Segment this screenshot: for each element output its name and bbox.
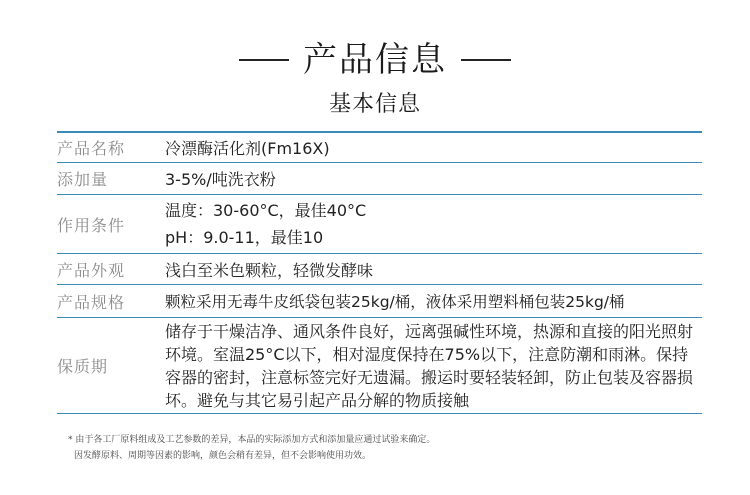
table-row: [57, 195, 702, 254]
row-label-spec: 产品规格: [57, 285, 165, 318]
section-subtitle: 基本信息: [328, 92, 421, 117]
footnote-1: * 由于各工厂原料组成及工艺参数的差异，本品的实际添加方式和添加量应通过试验来确定。: [68, 435, 436, 445]
row-label-shelf-life: 保质期: [57, 318, 165, 414]
table-row: [57, 285, 702, 318]
row-value-dosage: 3-5%/吨洗衣粉: [165, 163, 702, 195]
row-value-conditions: [165, 195, 702, 254]
row-value-name: 冷漂酶活化剂(Fm16X): [165, 132, 702, 163]
row-label-name: 产品名称: [57, 132, 165, 163]
row-label-conditions: 作用条件: [57, 195, 165, 254]
page-title: [0, 38, 750, 82]
table-row: [57, 132, 702, 163]
row-label-dosage: 添加量: [57, 163, 165, 195]
condition-ph: pH：9.0-11，最佳10: [165, 228, 324, 247]
title-text: 产品信息: [303, 40, 447, 80]
table-row: [57, 254, 702, 285]
row-label-appearance: 产品外观: [57, 254, 165, 285]
row-value-shelf-life: 储存于干燥洁净、通风条件良好，远离强碱性环境，热源和直接的阳光照射环境。室温25°C以下，相对湿度保持在75%以下，注意防潮和雨淋。保持容器的密封，注意标签完好无遗漏。搬运时要轻装轻卸，防止包装及容器损坏。避免与其它易引起产品分解的物质接触: [165, 318, 702, 414]
product-info-table: [57, 131, 702, 414]
row-value-spec: 颗粒采用无毒牛皮纸袋包装25kg/桶，液体采用塑料桶包装25kg/桶: [165, 285, 702, 318]
row-value-appearance: 浅白至米色颗粒，轻微发酵味: [165, 254, 702, 285]
title-right-rule: [461, 59, 511, 61]
table-row: [57, 318, 702, 414]
table-row: [57, 163, 702, 195]
title-left-rule: [239, 59, 289, 61]
condition-temperature: 温度：30-60°C，最佳40°C: [165, 201, 367, 220]
footnotes: [68, 432, 708, 464]
footnote-2: 因发酵原料、周期等因素的影响，颜色会稍有差异，但不会影响使用功效。: [74, 451, 372, 461]
